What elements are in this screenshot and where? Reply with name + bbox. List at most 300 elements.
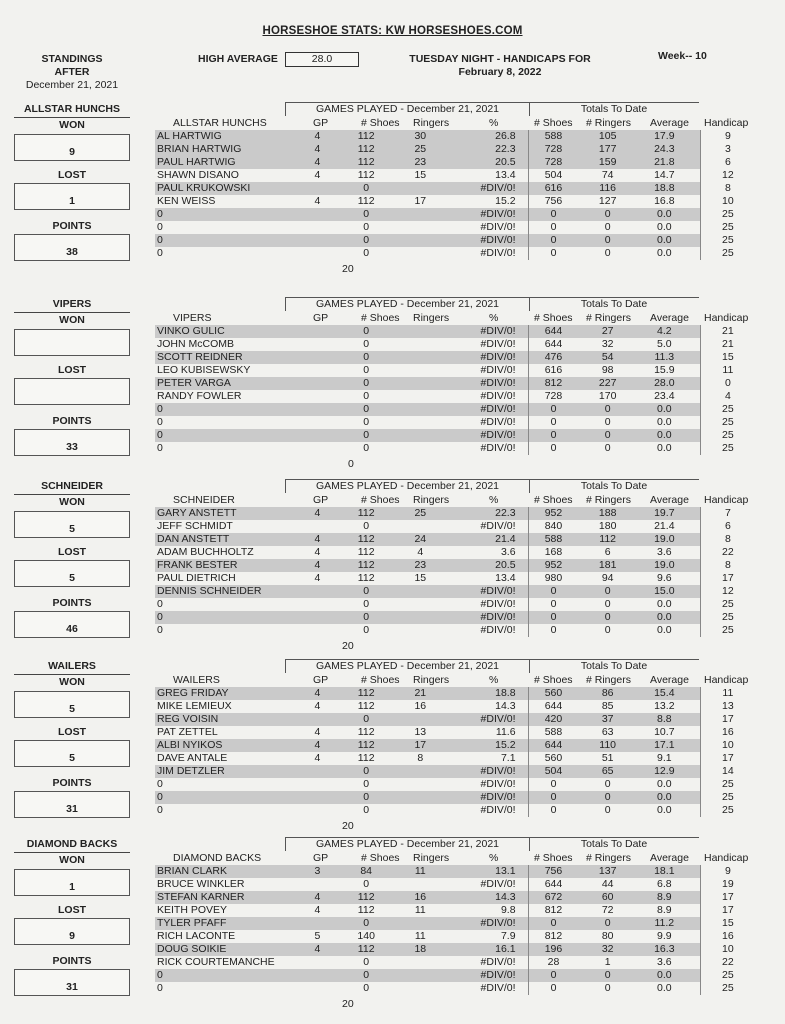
ringers-cell	[395, 791, 445, 804]
lost-value: 5	[69, 752, 75, 764]
gp-cell: 4	[314, 752, 321, 764]
shoes-cell: 0	[337, 765, 395, 778]
gp-cell: 4	[298, 143, 337, 156]
total-ringers-cell: 181	[578, 559, 636, 572]
handicap-cell: 25	[722, 247, 734, 259]
shoes-cell: 112	[337, 507, 395, 520]
table-row	[155, 208, 755, 221]
pct-cell: 20.5	[445, 156, 528, 169]
total-ringers-cell: 65	[578, 765, 636, 778]
totals-header: Totals To Date	[529, 659, 699, 673]
gp-cell: 4	[314, 195, 321, 207]
average-cell: 0.0	[637, 234, 700, 247]
pct-cell: 16.1	[445, 943, 528, 956]
table-row	[155, 507, 755, 520]
average-cell: 0.0	[637, 982, 700, 995]
ringers-cell	[395, 765, 445, 778]
total-shoes-cell: 28	[547, 956, 560, 968]
handicap-cell: 25	[722, 403, 734, 415]
gp-cell: 4	[298, 559, 337, 572]
col-average: Average	[650, 117, 689, 129]
table-row	[155, 878, 755, 891]
shoes-cell: 0	[337, 791, 395, 804]
gp-cell: 4	[314, 546, 321, 558]
table-row	[155, 778, 755, 791]
gp-cell	[298, 208, 337, 221]
table-row	[155, 364, 755, 377]
ringers-cell: 21	[395, 687, 445, 700]
handicap-cell: 22	[722, 956, 734, 968]
team-name-header: VIPERS	[173, 312, 212, 324]
average-cell: 0.0	[637, 804, 700, 817]
total-shoes-cell: 812	[528, 377, 578, 390]
shoes-cell: 112	[337, 143, 395, 156]
total-shoes-cell: 196	[528, 943, 578, 956]
gp-cell	[298, 416, 337, 429]
table-row	[155, 546, 755, 559]
shoes-cell: 0	[363, 338, 370, 350]
player-name: 0	[157, 221, 163, 233]
player-name: PAUL HARTWIG	[155, 156, 298, 169]
points-box	[14, 429, 130, 456]
col-pct: %	[489, 852, 499, 864]
high-average-value: 28.0	[285, 52, 359, 67]
total-shoes-cell: 0	[550, 221, 557, 233]
team-table	[155, 507, 755, 637]
player-name: DOUG SOIKIE	[155, 943, 298, 956]
gp-cell: 4	[314, 572, 321, 584]
table-row	[155, 195, 755, 208]
average-cell: 19.7	[637, 507, 700, 520]
handicap-cell: 17	[722, 713, 734, 725]
shoes-count: 20	[342, 640, 354, 652]
points-label: POINTS	[52, 777, 92, 789]
average-cell: 9.1	[637, 752, 700, 765]
divider	[14, 312, 130, 313]
shoes-cell: 112	[357, 726, 375, 738]
column-headers	[155, 673, 755, 687]
shoes-cell: 0	[363, 956, 370, 968]
player-name: 0	[157, 804, 163, 816]
gp-cell: 3	[298, 865, 337, 878]
pct-cell: #DIV/0!	[445, 878, 528, 891]
table-row	[155, 943, 755, 956]
player-name: REG VOISIN	[155, 713, 298, 726]
shoes-cell: 112	[337, 687, 395, 700]
player-name: 0	[155, 208, 298, 221]
total-ringers-cell: 127	[598, 195, 617, 207]
divider	[14, 117, 130, 118]
shoes-cell: 0	[337, 611, 395, 624]
gp-cell	[298, 338, 337, 351]
player-name: DENNIS SCHNEIDER	[155, 585, 298, 598]
pct-cell: #DIV/0!	[445, 234, 528, 247]
total-shoes-cell: 0	[528, 917, 578, 930]
total-ringers-cell: 0	[604, 804, 611, 816]
total-shoes-cell: 952	[528, 559, 578, 572]
points-box	[14, 611, 130, 638]
gp-cell: 4	[314, 904, 321, 916]
pct-cell: #DIV/0!	[445, 982, 528, 995]
col-shoes: # Shoes	[361, 312, 400, 324]
handicap-cell: 17	[722, 752, 734, 764]
average-cell: 15.4	[637, 687, 700, 700]
total-ringers-cell: 159	[578, 156, 636, 169]
pct-cell: #DIV/0!	[445, 208, 528, 221]
pct-cell: #DIV/0!	[445, 778, 528, 791]
total-ringers-cell: 188	[578, 507, 636, 520]
gp-cell	[298, 765, 337, 778]
table-row	[155, 904, 755, 917]
player-name: TYLER PFAFF	[155, 917, 298, 930]
shoes-cell: 112	[357, 546, 375, 558]
player-name: PAUL KRUKOWSKI	[155, 182, 298, 195]
pct-cell: 20.5	[445, 559, 528, 572]
average-cell: 19.0	[637, 559, 700, 572]
column-headers	[155, 116, 755, 130]
table-row	[155, 338, 755, 351]
col-ringers: Ringers	[413, 494, 450, 506]
average-cell: 16.3	[637, 943, 700, 956]
gp-cell	[298, 429, 337, 442]
player-name: KEITH POVEY	[157, 904, 228, 916]
shoes-cell: 0	[363, 598, 370, 610]
col-shoes: # Shoes	[361, 852, 400, 864]
handicap-cell: 25	[722, 791, 734, 803]
week-label: Week-- 10	[658, 50, 707, 62]
total-ringers-cell: 112	[578, 533, 636, 546]
player-name: PAT ZETTEL	[157, 726, 218, 738]
won-label: WON	[59, 854, 85, 866]
gp-cell	[298, 956, 337, 969]
handicap-cell: 12	[722, 169, 734, 181]
table-row	[155, 351, 755, 364]
gp-cell	[298, 403, 337, 416]
pct-cell: 14.3	[445, 891, 528, 904]
average-cell: 17.1	[637, 739, 700, 752]
ringers-cell: 25	[395, 143, 445, 156]
shoes-cell: 0	[337, 377, 395, 390]
total-ringers-cell: 177	[578, 143, 636, 156]
table-row	[155, 752, 755, 765]
ringers-cell: 23	[395, 559, 445, 572]
table-row	[155, 969, 755, 982]
average-cell: 0.0	[637, 429, 700, 442]
handicap-cell: 9	[724, 130, 731, 142]
pct-cell: #DIV/0!	[445, 956, 528, 969]
total-shoes-cell: 644	[544, 700, 563, 712]
games-played-header: GAMES PLAYED - December 21, 2021	[285, 297, 530, 311]
gp-cell: 4	[314, 700, 321, 712]
pct-cell: #DIV/0!	[445, 351, 528, 364]
table-row	[155, 598, 755, 611]
player-name: 0	[155, 429, 298, 442]
ringers-cell: 24	[395, 533, 445, 546]
gp-cell	[298, 247, 337, 260]
average-cell: 23.4	[637, 390, 700, 403]
gp-cell	[298, 778, 337, 791]
total-shoes-cell: 812	[544, 904, 563, 916]
gp-cell	[298, 585, 337, 598]
handicap-cell: 15	[722, 917, 734, 929]
average-cell: 15.0	[637, 585, 700, 598]
total-ringers-cell: 110	[578, 739, 636, 752]
col-total-shoes: # Shoes	[534, 852, 573, 864]
ringers-cell	[395, 917, 445, 930]
handicap-cell: 16	[722, 726, 734, 738]
average-cell: 0.0	[637, 221, 700, 234]
pct-cell: #DIV/0!	[445, 221, 528, 234]
player-name: VINKO GULIC	[155, 325, 298, 338]
handicap-cell: 13	[722, 700, 734, 712]
table-row	[155, 739, 755, 752]
pct-cell: #DIV/0!	[445, 364, 528, 377]
player-name: STEFAN KARNER	[155, 891, 298, 904]
ringers-cell: 11	[414, 930, 426, 942]
handicap-cell: 25	[722, 611, 734, 623]
table-row	[155, 429, 755, 442]
player-name: GREG FRIDAY	[155, 687, 298, 700]
shoes-cell: 0	[337, 969, 395, 982]
player-name: AL HARTWIG	[155, 130, 298, 143]
total-shoes-cell: 672	[528, 891, 578, 904]
table-row	[155, 533, 755, 546]
handicap-cell: 25	[722, 429, 734, 441]
shoes-count: 20	[342, 998, 354, 1010]
total-shoes-cell: 504	[528, 765, 578, 778]
table-row	[155, 791, 755, 804]
player-name: 0	[157, 982, 163, 994]
handicap-cell: 17	[722, 891, 734, 903]
ringers-cell	[395, 956, 445, 969]
ringers-cell	[395, 624, 445, 637]
col-total-ringers: # Ringers	[586, 312, 631, 324]
handicap-cell: 8	[724, 533, 731, 545]
handicap-cell: 25	[722, 208, 734, 220]
total-ringers-cell: 0	[604, 598, 611, 610]
pct-cell: #DIV/0!	[445, 338, 528, 351]
points-value: 46	[66, 623, 78, 635]
handicap-cell: 6	[724, 520, 731, 532]
gp-cell	[298, 713, 337, 726]
handicap-cell: 15	[722, 351, 734, 363]
col-total-ringers: # Ringers	[586, 494, 631, 506]
page-title: HORSESHOE STATS: KW HORSESHOES.COM	[262, 25, 523, 37]
total-shoes-cell: 952	[528, 507, 578, 520]
handicap-cell: 25	[722, 804, 734, 816]
table-row	[155, 585, 755, 598]
points-box	[14, 969, 130, 996]
shoes-cell: 140	[357, 930, 375, 942]
ringers-cell: 18	[395, 943, 445, 956]
ringers-cell	[395, 520, 445, 533]
divider	[14, 674, 130, 675]
player-name: PETER VARGA	[155, 377, 298, 390]
pct-cell: #DIV/0!	[445, 403, 528, 416]
pct-cell: #DIV/0!	[445, 713, 528, 726]
total-shoes-cell: 644	[544, 878, 563, 890]
gp-cell: 4	[314, 169, 321, 181]
col-pct: %	[489, 674, 499, 686]
handicap-cell: 17	[722, 572, 734, 584]
average-cell: 17.9	[637, 130, 700, 143]
points-label: POINTS	[52, 597, 92, 609]
standings-label	[14, 53, 130, 92]
ringers-cell	[395, 982, 445, 995]
average-cell: 21.4	[637, 520, 700, 533]
total-shoes-cell: 0	[528, 611, 578, 624]
handicap-cell: 0	[724, 377, 731, 389]
player-name: LEO KUBISEWSKY	[157, 364, 251, 376]
won-value: 9	[69, 146, 75, 158]
ringers-cell	[395, 182, 445, 195]
shoes-cell: 0	[363, 804, 370, 816]
shoes-count: 20	[342, 820, 354, 832]
average-cell: 4.2	[637, 325, 700, 338]
shoes-cell: 112	[357, 904, 375, 916]
gp-cell: 4	[298, 943, 337, 956]
team-table	[155, 325, 755, 455]
table-row	[155, 442, 755, 455]
total-shoes-cell: 0	[550, 624, 557, 636]
average-cell: 3.6	[637, 956, 700, 969]
total-shoes-cell: 0	[550, 247, 557, 259]
ringers-cell	[395, 442, 445, 455]
average-cell: 0.0	[637, 442, 700, 455]
total-ringers-cell: 60	[578, 891, 636, 904]
gp-cell	[298, 377, 337, 390]
ringers-cell	[395, 403, 445, 416]
total-ringers-cell: 0	[604, 982, 611, 994]
player-name: 0	[157, 598, 163, 610]
handicap-cell: 10	[722, 943, 734, 955]
handicap-cell: 25	[722, 969, 734, 981]
handicap-cell: 10	[722, 739, 734, 751]
gp-cell: 4	[298, 533, 337, 546]
average-cell: 8.8	[637, 713, 700, 726]
games-played-header: GAMES PLAYED - December 21, 2021	[285, 479, 530, 493]
won-value: 1	[69, 881, 75, 893]
total-shoes-cell: 560	[528, 687, 578, 700]
shoes-cell: 112	[337, 130, 395, 143]
average-cell: 5.0	[637, 338, 700, 351]
col-gp: GP	[313, 117, 329, 129]
gp-cell	[298, 390, 337, 403]
total-shoes-cell: 0	[528, 969, 578, 982]
shoes-cell: 0	[337, 403, 395, 416]
table-row	[155, 930, 755, 943]
total-ringers-cell: 32	[578, 943, 636, 956]
player-name: RICH LACONTE	[157, 930, 236, 942]
shoes-cell: 112	[337, 891, 395, 904]
pct-cell: #DIV/0!	[445, 416, 528, 429]
shoes-cell: 0	[363, 878, 370, 890]
table-row	[155, 130, 755, 143]
average-cell: 12.9	[637, 765, 700, 778]
total-shoes-cell: 168	[544, 546, 563, 558]
col-average: Average	[650, 312, 689, 324]
total-ringers-cell: 116	[578, 182, 636, 195]
table-row	[155, 247, 755, 260]
col-handicap: Handicap	[704, 312, 749, 324]
handicap-cell: 10	[722, 195, 734, 207]
handicap-cell: 9	[724, 865, 731, 877]
average-cell: 14.7	[637, 169, 700, 182]
table-row	[155, 917, 755, 930]
total-shoes-cell: 756	[544, 195, 563, 207]
shoes-cell: 0	[363, 442, 370, 454]
shoes-cell: 112	[357, 700, 375, 712]
points-value: 38	[66, 246, 78, 258]
col-ringers: Ringers	[413, 312, 450, 324]
shoes-cell: 0	[337, 917, 395, 930]
won-label: WON	[59, 676, 85, 688]
gp-cell	[298, 917, 337, 930]
shoes-cell: 0	[337, 585, 395, 598]
player-name: FRANK BESTER	[155, 559, 298, 572]
ringers-cell	[395, 969, 445, 982]
total-ringers-cell: 63	[601, 726, 614, 738]
col-handicap: Handicap	[704, 852, 749, 864]
table-row	[155, 143, 755, 156]
ringers-cell: 25	[395, 507, 445, 520]
player-name: SHAWN DISANO	[157, 169, 239, 181]
handicap-cell: 14	[722, 765, 734, 777]
handicap-cell: 3	[724, 143, 731, 155]
pct-cell: #DIV/0!	[445, 520, 528, 533]
shoes-cell: 0	[337, 351, 395, 364]
team-name-side: SCHNEIDER	[41, 480, 103, 492]
gp-cell	[298, 221, 337, 234]
table-row	[155, 982, 755, 995]
shoes-cell: 0	[337, 234, 395, 247]
pct-cell: #DIV/0!	[445, 442, 528, 455]
pct-cell: #DIV/0!	[445, 624, 528, 637]
games-played-header: GAMES PLAYED - December 21, 2021	[285, 659, 530, 673]
gp-cell: 4	[298, 739, 337, 752]
won-box	[14, 511, 130, 538]
handicap-cell: 16	[722, 930, 734, 942]
ringers-cell	[395, 878, 445, 891]
shoes-cell: 0	[337, 325, 395, 338]
pct-cell: 9.8	[445, 904, 528, 917]
pct-cell: 15.2	[445, 195, 528, 208]
total-shoes-cell: 420	[528, 713, 578, 726]
total-shoes-cell: 756	[528, 865, 578, 878]
total-ringers-cell: 170	[598, 390, 617, 402]
lost-box	[14, 378, 130, 405]
total-shoes-cell: 476	[528, 351, 578, 364]
average-cell: 15.9	[637, 364, 700, 377]
won-value: 5	[69, 523, 75, 535]
points-value: 31	[66, 803, 78, 815]
ringers-cell	[395, 351, 445, 364]
col-average: Average	[650, 494, 689, 506]
divider	[14, 852, 130, 853]
table-row	[155, 765, 755, 778]
totals-header: Totals To Date	[529, 297, 699, 311]
average-cell: 0.0	[637, 778, 700, 791]
shoes-cell: 0	[363, 416, 370, 428]
pct-cell: 13.4	[445, 572, 528, 585]
total-ringers-cell: 37	[578, 713, 636, 726]
total-ringers-cell: 0	[604, 247, 611, 259]
pct-cell: #DIV/0!	[445, 804, 528, 817]
total-ringers-cell: 86	[578, 687, 636, 700]
shoes-cell: 112	[337, 533, 395, 546]
column-headers	[155, 851, 755, 865]
pct-cell: #DIV/0!	[445, 247, 528, 260]
